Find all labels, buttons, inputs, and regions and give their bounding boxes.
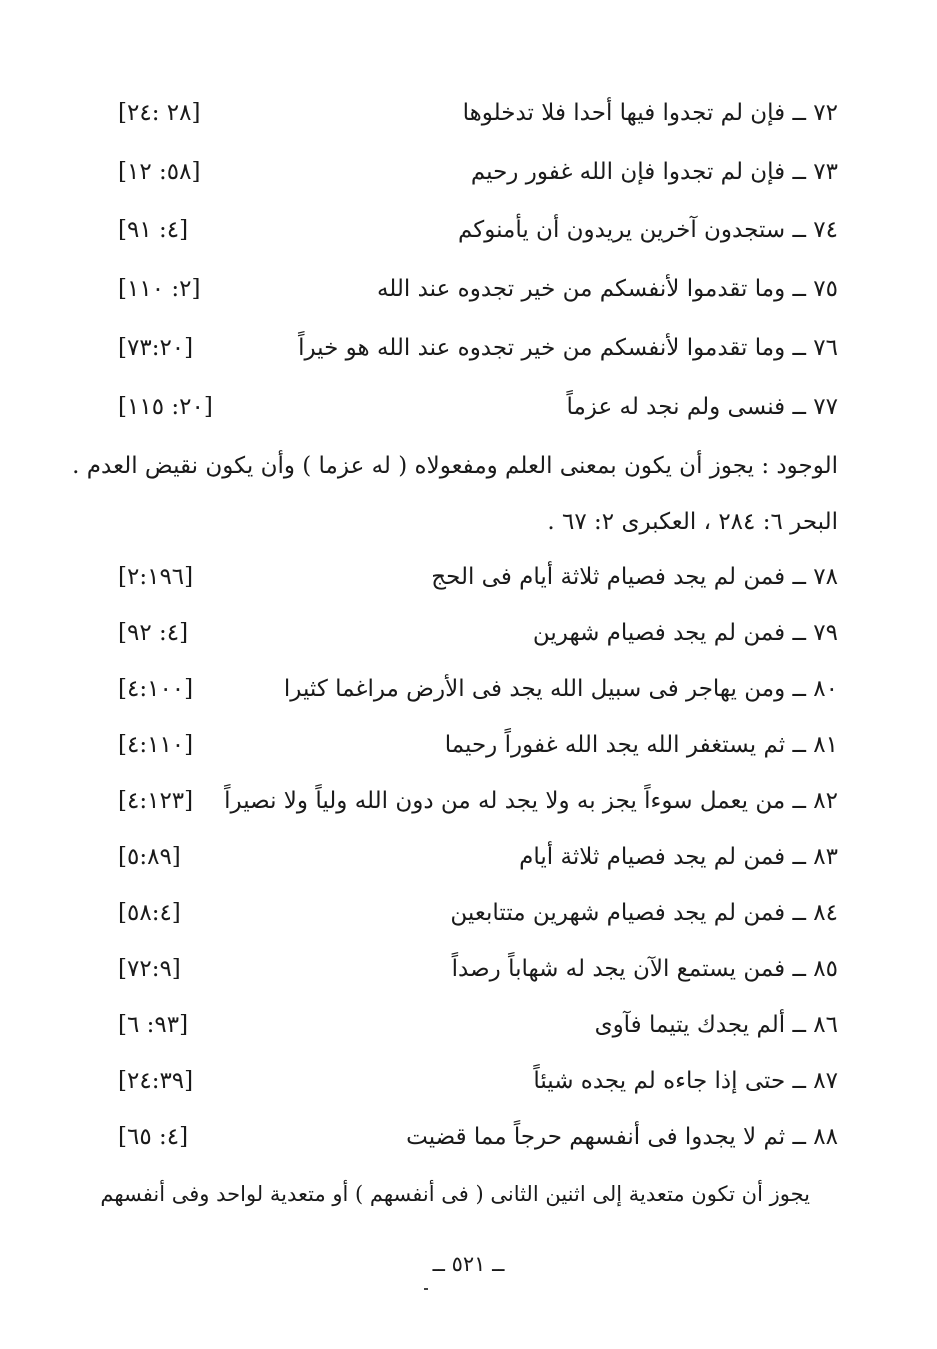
verse-reference: [٢٤:٣٩] xyxy=(118,1068,194,1094)
verse-text: ٧٤ ــ ستجدون آخرين يريدون أن يأمنوكم xyxy=(457,217,838,243)
verse-reference: [٩٣: ٦] xyxy=(118,1012,189,1038)
verse-reference: [٢: ١١٠] xyxy=(118,276,201,302)
verse-text: ٨٨ ــ ثم لا يجدوا فى أنفسهم حرجاً مما قضيت xyxy=(406,1124,838,1150)
commentary-note: يجوز أن تكون متعدية إلى اثنين الثانى ( فى أنفسهم ) أو متعدية لواحد وفى أنفسهم xyxy=(100,1182,810,1206)
verse-text: ٨٠ ــ ومن يهاجر فى سبيل الله يجد فى الأرض مراغما كثيرا xyxy=(283,676,838,702)
verse-entry xyxy=(118,1061,838,1101)
verse-text: ٧٦ ــ وما تقدموا لأنفسكم من خير تجدوه عند الله هو خيراً xyxy=(298,335,838,361)
verse-entry xyxy=(118,669,838,709)
verse-entry xyxy=(118,725,838,765)
verse-reference: [٤:١٠٠] xyxy=(118,676,194,702)
verse-reference: [٧٢:٩] xyxy=(118,956,181,982)
verse-text: ٧٢ ــ فإن لم تجدوا فيها أحدا فلا تدخلوها xyxy=(462,100,838,126)
verse-text: ٧٧ ــ فنسى ولم نجد له عزماً xyxy=(566,394,838,420)
verse-text: ٨٦ ــ ألم يجدك يتيما فآوى xyxy=(594,1012,838,1038)
verse-entry xyxy=(118,210,838,250)
verse-entry xyxy=(118,93,838,133)
commentary-source: البحر ٦: ٢٨٤ ، العكبرى ٢: ٦٧ . xyxy=(547,509,838,535)
verse-entry xyxy=(118,781,838,821)
verse-entry xyxy=(118,387,838,427)
verse-reference: [٥٨: ١٢] xyxy=(118,159,201,185)
verse-entry xyxy=(118,152,838,192)
page-number: ــ ٥٢١ ــ xyxy=(432,1252,505,1276)
verse-entry xyxy=(118,837,838,877)
verse-entry xyxy=(118,1117,838,1157)
verse-text: ٨٧ ــ حتى إذا جاءه لم يجده شيئاً xyxy=(533,1068,838,1094)
verse-entry xyxy=(118,893,838,933)
verse-reference: [٢٠: ١١٥] xyxy=(118,394,213,420)
verse-text: ٨٢ ــ من يعمل سوءاً يجز به ولا يجد له من دون الله ولياً ولا نصيراً xyxy=(224,788,838,814)
verse-reference: [٢٨ :٢٤] xyxy=(118,100,201,126)
verse-text: ٧٨ ــ فمن لم يجد فصيام ثلاثة أيام فى الحج xyxy=(431,564,838,590)
verse-entry xyxy=(118,1005,838,1045)
commentary-line: الوجود : يجوز أن يكون بمعنى العلم ومفعولاه ( له عزما ) وأن يكون نقيض العدم . xyxy=(72,453,838,479)
verse-reference: [٧٣:٢٠] xyxy=(118,335,194,361)
verse-reference: [٤: ٩٢] xyxy=(118,620,189,646)
verse-text: ٧٥ ــ وما تقدموا لأنفسكم من خير تجدوه عند الله xyxy=(376,276,838,302)
verse-text: ٧٩ ــ فمن لم يجد فصيام شهرين xyxy=(532,620,838,646)
verse-reference: [٥٨:٤] xyxy=(118,900,181,926)
verse-text: ٨٣ ــ فمن لم يجد فصيام ثلاثة أيام xyxy=(519,844,838,870)
verse-entry xyxy=(118,613,838,653)
verse-reference: [٥:٨٩] xyxy=(118,844,181,870)
verse-text: ٨١ ــ ثم يستغفر الله يجد الله غفوراً رحيما xyxy=(444,732,838,758)
verse-entry xyxy=(118,557,838,597)
verse-reference: [٤:١٢٣] xyxy=(118,788,194,814)
verse-text: ٧٣ ــ فإن لم تجدوا فإن الله غفور رحيم xyxy=(470,159,838,185)
verse-entry xyxy=(118,269,838,309)
verse-entry xyxy=(118,949,838,989)
verse-reference: [٤:١١٠] xyxy=(118,732,194,758)
verse-reference: [٤: ٦٥] xyxy=(118,1124,189,1150)
verse-text: ٨٥ ــ فمن يستمع الآن يجد له شهاباً رصداً xyxy=(451,956,838,982)
verse-text: ٨٤ ــ فمن لم يجد فصيام شهرين متتابعين xyxy=(450,900,838,926)
verse-entry xyxy=(118,328,838,368)
verse-reference: [٢:١٩٦] xyxy=(118,564,194,590)
print-mark xyxy=(424,1288,428,1290)
verse-reference: [٤: ٩١] xyxy=(118,217,189,243)
